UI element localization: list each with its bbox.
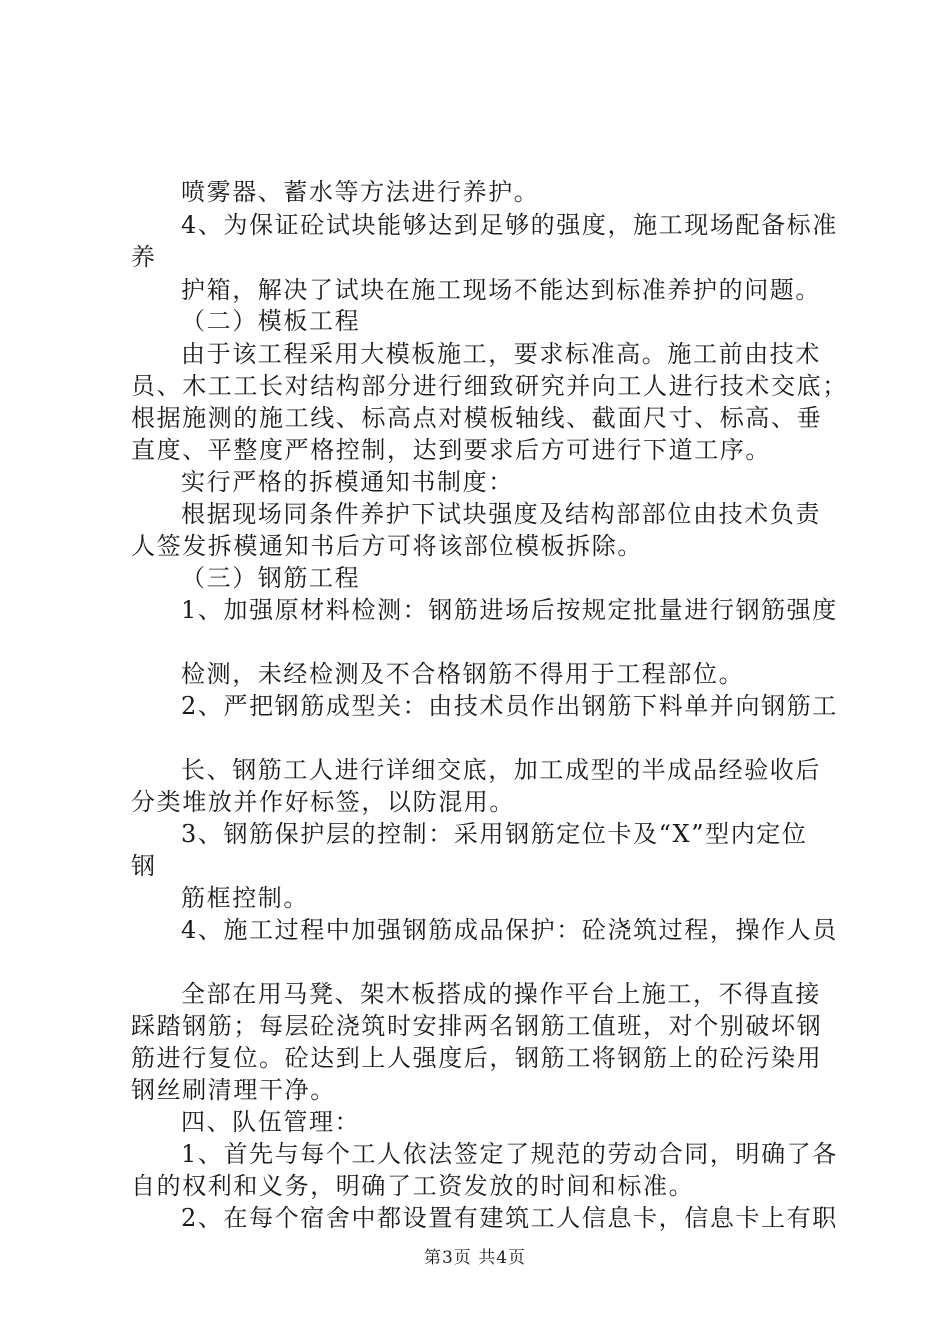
text-line: 护箱，解决了试块在施工现场不能达到标准养护的问题。	[181, 276, 821, 304]
text-line: 员、木工工长对结构部分进行细致研究并向工人进行技术交底；	[131, 372, 848, 400]
text-line: 分类堆放并作好标签，以防混用。	[131, 788, 515, 816]
section-heading: （二）模板工程	[181, 307, 361, 335]
text-line: 长、钢筋工人进行详细交底，加工成型的半成品经验收后	[181, 756, 821, 784]
text-line: 钢丝刷清理干净。	[131, 1076, 336, 1104]
text-line: 养	[131, 243, 157, 271]
text-line: 筋进行复位。砼达到上人强度后，钢筋工将钢筋上的砼污染用	[131, 1044, 823, 1072]
text-line: 直度、平整度严格控制，达到要求后方可进行下道工序。	[131, 436, 771, 464]
text-line: 踩踏钢筋；每层砼浇筑时安排两名钢筋工值班，对个别破坏钢	[131, 1012, 823, 1040]
text-line: 钢	[131, 852, 157, 880]
text-line: 2、在每个宿舍中都设置有建筑工人信息卡，信息卡上有职	[181, 1204, 838, 1232]
text-line: 1、首先与每个工人依法签定了规范的劳动合同，明确了各	[181, 1140, 838, 1168]
text-line: 自的权利和义务，明确了工资发放的时间和标准。	[131, 1172, 695, 1200]
text-line: 1、加强原材料检测：钢筋进场后按规定批量进行钢筋强度	[181, 596, 838, 624]
text-line: 人签发拆模通知书后方可将该部位模板拆除。	[131, 532, 643, 560]
text-line: 全部在用马凳、架木板搭成的操作平台上施工，不得直接	[181, 980, 821, 1008]
text-line: 3、钢筋保护层的控制：采用钢筋定位卡及“X”型内定位	[181, 820, 808, 848]
text-line: 根据施测的施工线、标高点对模板轴线、截面尺寸、标高、垂	[131, 404, 823, 432]
text-line: 由于该工程采用大模板施工，要求标准高。施工前由技术	[181, 340, 821, 368]
section-heading: 四、队伍管理：	[181, 1108, 361, 1136]
text-line: 喷雾器、蓄水等方法进行养护。	[181, 178, 540, 206]
text-line: 4、为保证砼试块能够达到足够的强度，施工现场配备标准	[181, 211, 838, 239]
text-line: 2、严把钢筋成型关：由技术员作出钢筋下料单并向钢筋工	[181, 692, 838, 720]
text-line: 4、施工过程中加强钢筋成品保护：砼浇筑过程，操作人员	[181, 916, 838, 944]
text-line: 实行严格的拆模通知书制度：	[181, 468, 514, 496]
text-line: 根据现场同条件养护下试块强度及结构部部位由技术负责	[181, 500, 821, 528]
page-number-footer: 第3页 共4页	[423, 1248, 527, 1268]
text-line: 筋框控制。	[181, 884, 309, 912]
section-heading: （三）钢筋工程	[181, 564, 361, 592]
text-line: 检测，未经检测及不合格钢筋不得用于工程部位。	[181, 660, 745, 688]
